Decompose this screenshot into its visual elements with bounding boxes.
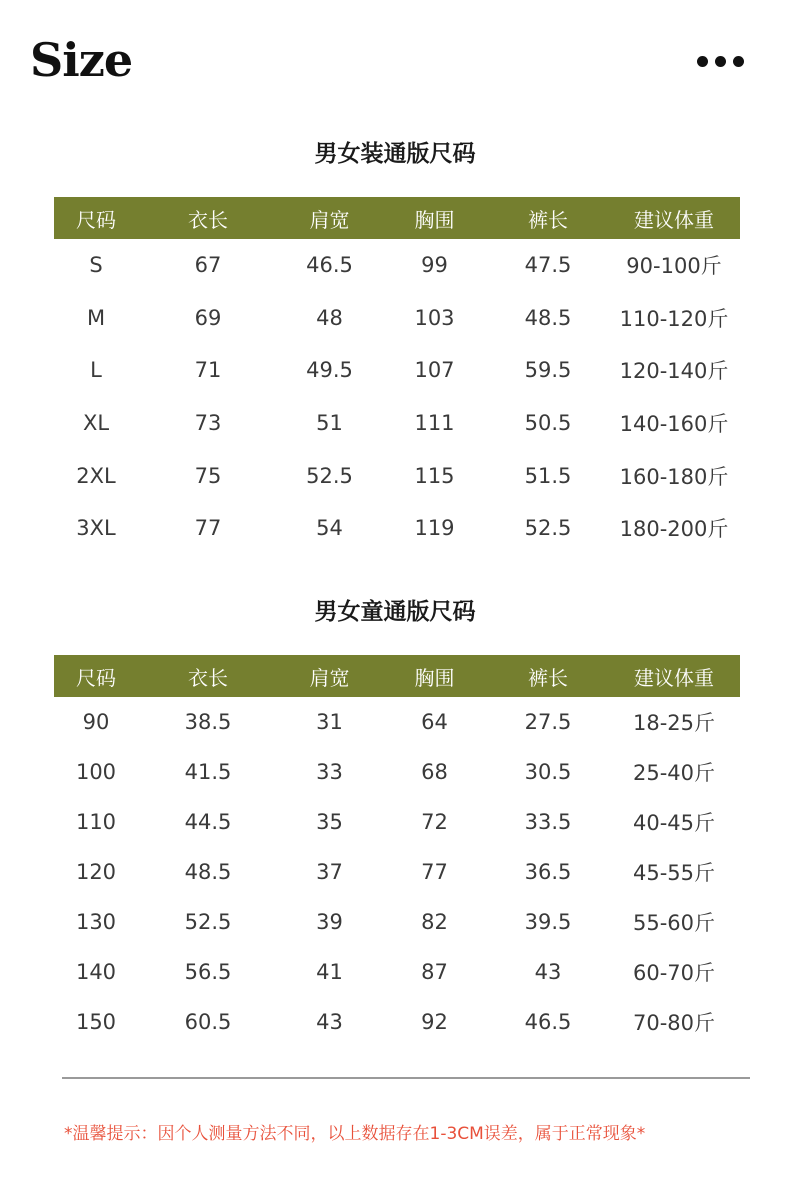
table-cell: 52.5 (524, 516, 572, 541)
table-cell: 92 (421, 1010, 448, 1034)
table-cell: 67 (194, 253, 222, 278)
table-cell: 140-160斤 (619, 412, 729, 437)
table-cell: 120 (75, 860, 117, 884)
table-row (54, 797, 740, 847)
column-header: 建议体重 (608, 655, 740, 697)
table-cell: 111 (414, 411, 455, 436)
table-cell: 47.5 (524, 253, 572, 278)
table-cell: 39 (316, 910, 343, 934)
table-cell: 55-60斤 (632, 911, 716, 935)
table-cell: 43 (534, 960, 562, 984)
table-cell: 87 (421, 960, 448, 984)
table-cell: 38.5 (184, 710, 232, 734)
table-cell: 52.5 (306, 463, 353, 488)
table-cell: 37 (316, 860, 343, 884)
table-cell: 73 (194, 411, 222, 436)
adult-size-title: 男女装通版尺码 (314, 141, 476, 167)
table-row (54, 747, 740, 797)
table-cell: 36.5 (524, 860, 572, 884)
brand-title: Size (30, 33, 133, 87)
column-header: 衣长 (138, 197, 278, 239)
table-row (54, 847, 740, 897)
dot (715, 56, 726, 67)
table-cell: 115 (414, 463, 455, 488)
table-cell: 180-200斤 (619, 517, 729, 542)
table-cell: 77 (421, 860, 448, 884)
table-cell: 39.5 (524, 910, 572, 934)
table-cell: 103 (414, 305, 455, 330)
table-cell: 18-25斤 (632, 711, 716, 735)
table-cell: 35 (316, 810, 343, 834)
table-cell: 48 (316, 305, 343, 330)
table-cell: 48.5 (184, 860, 232, 884)
column-header: 尺码 (54, 655, 138, 697)
more-options-icon[interactable] (697, 56, 744, 67)
table-cell: 52.5 (184, 910, 232, 934)
table-row (54, 449, 740, 502)
table-cell: 130 (75, 910, 117, 934)
dot (733, 56, 744, 67)
table-cell: 90 (82, 710, 110, 734)
table-cell: 60-70斤 (632, 961, 716, 985)
table-cell: 120-140斤 (619, 359, 729, 384)
table-cell: 40-45斤 (632, 811, 716, 835)
divider (62, 1077, 750, 1079)
table-cell: XL (82, 411, 110, 436)
table-cell: 72 (421, 810, 448, 834)
dot (697, 56, 708, 67)
table-cell: 46.5 (524, 1010, 572, 1034)
column-header: 肩宽 (278, 197, 381, 239)
table-cell: 25-40斤 (632, 761, 716, 785)
table-row (54, 397, 740, 450)
table-cell: M (86, 305, 106, 330)
table-row (54, 997, 740, 1047)
table-cell: 100 (75, 760, 117, 784)
column-header: 尺码 (54, 197, 138, 239)
table-cell: L (90, 358, 102, 383)
table-row (54, 502, 740, 555)
table-cell: 59.5 (524, 358, 572, 383)
table-cell: 43 (316, 1010, 343, 1034)
table-cell: 69 (194, 305, 222, 330)
table-cell: 150 (75, 1010, 117, 1034)
column-header: 胸围 (381, 197, 488, 239)
kids-size-title: 男女童通版尺码 (314, 599, 476, 625)
table-cell: 68 (421, 760, 448, 784)
table-cell: 2XL (76, 463, 116, 488)
table-cell: 60.5 (184, 1010, 232, 1034)
table-row (54, 897, 740, 947)
table-cell: 110 (75, 810, 117, 834)
column-header: 裤长 (488, 197, 608, 239)
table-cell: 30.5 (524, 760, 572, 784)
table-cell: 51.5 (524, 463, 572, 488)
table-header-row (54, 655, 740, 697)
adult-size-table (54, 197, 740, 555)
table-row (54, 344, 740, 397)
table-cell: 46.5 (306, 253, 353, 278)
table-cell: 160-180斤 (619, 464, 729, 489)
table-cell: 71 (194, 358, 222, 383)
table-cell: 75 (194, 463, 222, 488)
column-header: 建议体重 (608, 197, 740, 239)
table-cell: 3XL (76, 516, 116, 541)
table-cell: 41 (316, 960, 343, 984)
table-cell: 48.5 (524, 305, 572, 330)
table-cell: 70-80斤 (632, 1011, 716, 1035)
table-cell: 110-120斤 (619, 306, 729, 331)
table-cell: 54 (316, 516, 343, 541)
table-row (54, 947, 740, 997)
table-cell: 50.5 (524, 411, 572, 436)
kids-size-table (54, 655, 740, 1047)
table-cell: 64 (421, 710, 448, 734)
table-cell: 56.5 (184, 960, 232, 984)
table-cell: 99 (421, 253, 448, 278)
table-cell: 44.5 (184, 810, 232, 834)
column-header: 衣长 (138, 655, 278, 697)
table-cell: 82 (421, 910, 448, 934)
table-cell: 41.5 (184, 760, 232, 784)
table-row (54, 697, 740, 747)
table-cell: 119 (414, 516, 455, 541)
column-header: 裤长 (488, 655, 608, 697)
table-cell: 107 (414, 358, 455, 383)
table-cell: 51 (316, 411, 343, 436)
table-cell: 77 (194, 516, 222, 541)
table-cell: 49.5 (306, 358, 353, 383)
table-cell: 140 (75, 960, 117, 984)
table-cell: S (89, 253, 103, 278)
table-cell: 33 (316, 760, 343, 784)
table-header-row (54, 197, 740, 239)
table-row (54, 239, 740, 292)
table-cell: 45-55斤 (632, 861, 716, 885)
column-header: 胸围 (381, 655, 488, 697)
table-row (54, 292, 740, 345)
measurement-note: *温馨提示：因个人测量方法不同，以上数据存在1-3CM误差，属于正常现象* (64, 1124, 646, 1144)
table-cell: 31 (316, 710, 343, 734)
table-cell: 33.5 (524, 810, 572, 834)
table-cell: 27.5 (524, 710, 572, 734)
table-cell: 90-100斤 (626, 254, 722, 279)
column-header: 肩宽 (278, 655, 381, 697)
